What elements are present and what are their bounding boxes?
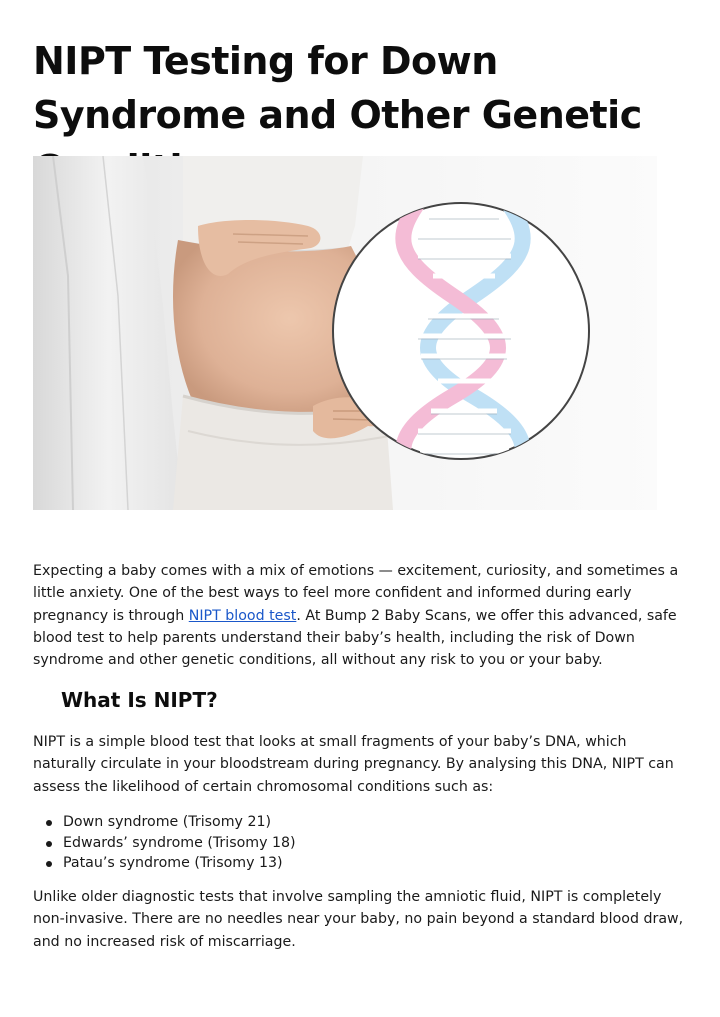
conditions-list (33, 812, 673, 874)
list-item (33, 833, 673, 854)
hero-image (33, 156, 657, 510)
intro-text-start: Expecting a baby comes with a mix of emotions — excitement, curiosity, and sometimes a little anxiety. One of the best ways to feel more confident and informed during early pregnancy is through (33, 563, 679, 624)
closing-paragraph: Unlike older diagnostic tests that involve sampling the amniotic fluid, NIPT is completely non-invasive. There are no needles near your baby, no pain beyond a standard blood draw, and no increased risk of miscarriage. (33, 889, 684, 950)
list-item-text: Patau’s syndrome (Trisomy 13) (63, 855, 283, 871)
section-heading: What Is NIPT? (61, 688, 218, 712)
list-item-text: Edwards’ syndrome (Trisomy 18) (63, 834, 296, 851)
nipt-blood-test-link[interactable]: NIPT blood test (188, 607, 297, 624)
section-paragraph: NIPT is a simple blood test that looks at small fragments of your baby’s DNA, which naturally circulate in your bloodstream during pregnancy. By analysing this DNA, NIPT can assess the likelihood of certain chromosomal conditions such as: (33, 734, 674, 795)
list-item (33, 853, 673, 874)
list-item (33, 812, 673, 833)
intro-paragraph (33, 560, 685, 671)
page-title: NIPT Testing for Down Syndrome and Other Genetic (33, 39, 642, 137)
bullet-icon (46, 861, 52, 867)
list-item-text: Down syndrome (Trisomy 21) (63, 814, 272, 830)
intro-text-end: . At Bump 2 Baby Scans, we offer this advanced, safe blood test to help parents understand their baby’s health, including the risk of Down syndrome and other genetic conditions, all without any risk to you or your baby. (33, 607, 677, 669)
bullet-icon (46, 820, 52, 826)
bullet-icon (46, 841, 52, 847)
